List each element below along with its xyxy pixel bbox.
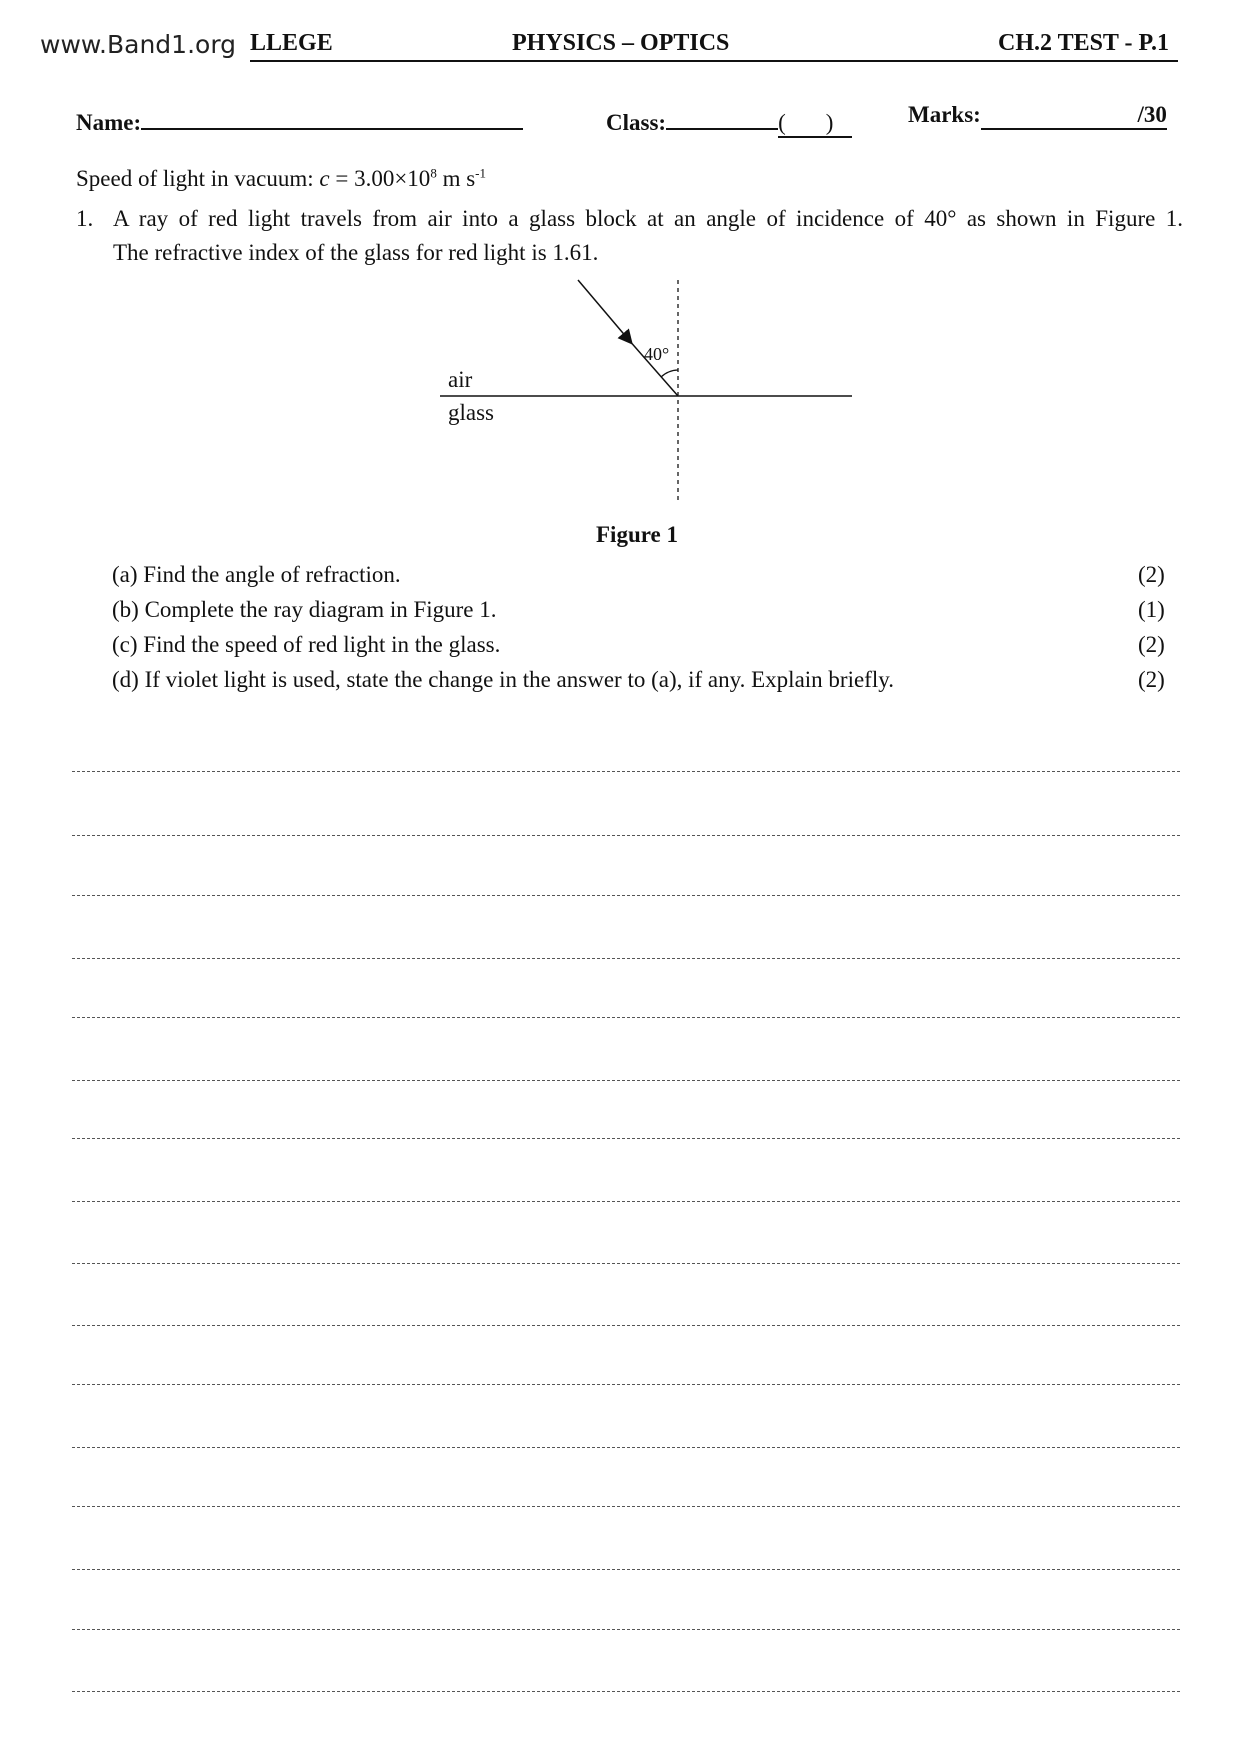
constant-prefix: Speed of light in vacuum: [76, 166, 320, 191]
site-watermark: www.Band1.org [40, 30, 237, 59]
answer-line[interactable] [72, 1629, 1180, 1630]
part-label: (c) [112, 632, 138, 657]
answer-line[interactable] [72, 895, 1180, 896]
part-text: Find the speed of red light in the glass. [143, 632, 501, 657]
speed-of-light-constant [76, 166, 486, 192]
subject-title: PHYSICS – OPTICS [512, 30, 730, 56]
part-d-marks: (2) [1138, 667, 1165, 692]
class-paren-open: ( [778, 110, 786, 135]
page-label: CH.2 TEST - P.1 [998, 30, 1169, 56]
marks-total: /30 [1137, 102, 1167, 127]
constant-symbol: c [319, 166, 330, 191]
part-text: Complete the ray diagram in Figure 1. [144, 597, 497, 622]
answer-line[interactable] [72, 1325, 1180, 1326]
part-d [112, 667, 894, 693]
name-row [76, 102, 523, 136]
answer-line[interactable] [72, 1384, 1180, 1385]
angle-label: 40° [644, 344, 670, 364]
part-label: (b) [112, 597, 139, 622]
figure-caption: Figure 1 [596, 522, 678, 547]
part-text: Find the angle of refraction. [143, 562, 401, 587]
part-label: (d) [112, 667, 139, 692]
constant-unit-exponent: -1 [475, 165, 486, 181]
answer-line[interactable] [72, 1506, 1180, 1507]
answer-line[interactable] [72, 1201, 1180, 1202]
part-a-marks: (2) [1138, 562, 1165, 587]
constant-value: = 3.00×10 [329, 166, 431, 191]
answer-line[interactable] [72, 1263, 1180, 1264]
class-row [606, 102, 852, 138]
part-c [112, 632, 500, 658]
marks-field[interactable] [981, 102, 1167, 130]
school-name: LLEGE [250, 30, 333, 56]
class-number-field[interactable] [778, 110, 852, 138]
answer-line[interactable] [72, 1569, 1180, 1570]
part-b-marks: (1) [1138, 597, 1165, 622]
answer-line[interactable] [72, 1017, 1180, 1018]
incident-ray-arrow [578, 280, 628, 339]
part-c-marks: (2) [1138, 632, 1165, 657]
medium-glass-label: glass [448, 400, 494, 425]
angle-arc [661, 370, 678, 377]
answer-line[interactable] [72, 958, 1180, 959]
question-number: 1. [76, 206, 94, 231]
class-field[interactable] [666, 102, 778, 130]
header-rule [250, 60, 1178, 62]
answer-line[interactable] [72, 771, 1180, 772]
marks-label: Marks: [908, 102, 981, 127]
name-label: Name: [76, 110, 142, 135]
question-text-line1: A ray of red light travels from air into a glass block at an angle of incidence of 40° as shown in Figure 1. [113, 206, 1183, 231]
ray-diagram [420, 270, 860, 510]
class-label: Class: [606, 110, 667, 135]
medium-air-label: air [448, 367, 473, 392]
answer-line[interactable] [72, 1691, 1180, 1692]
constant-unit: m s [436, 166, 476, 191]
answer-line[interactable] [72, 1080, 1180, 1081]
answer-line[interactable] [72, 1138, 1180, 1139]
name-field[interactable] [141, 102, 523, 130]
marks-row [908, 102, 1167, 130]
question-text-line2: The refractive index of the glass for red light is 1.61. [113, 240, 599, 265]
part-text: If violet light is used, state the change in the answer to (a), if any. Explain briefly. [144, 667, 894, 692]
part-b [112, 597, 497, 623]
part-label: (a) [112, 562, 138, 587]
answer-line[interactable] [72, 1447, 1180, 1448]
constant-exponent: 8 [430, 165, 437, 181]
class-paren-close: ) [825, 110, 834, 135]
part-a [112, 562, 401, 588]
answer-line[interactable] [72, 835, 1180, 836]
